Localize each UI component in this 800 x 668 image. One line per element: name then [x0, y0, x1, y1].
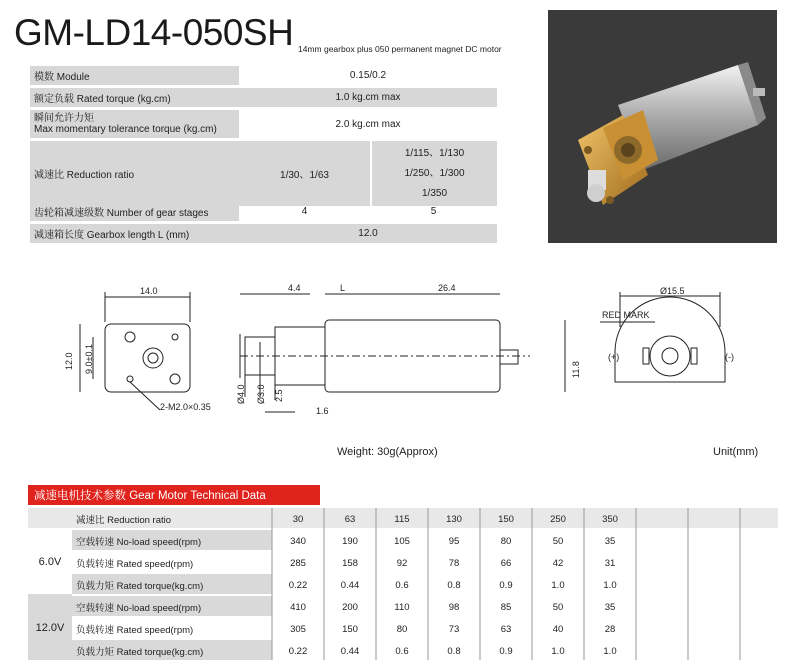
- tech-cell: 0.44: [340, 645, 360, 657]
- dim-44: 4.4: [288, 283, 301, 293]
- spec-row-length: [30, 224, 497, 243]
- product-subtitle: 14mm gearbox plus 050 permanent magnet DC motor: [298, 44, 502, 54]
- spec-value: 0.15/0.2: [349, 70, 387, 81]
- spec-value: 2.0 kg.cm max: [335, 118, 401, 130]
- tech-cell: 1.0: [551, 579, 565, 591]
- tech-cell: 66: [500, 557, 512, 569]
- tech-cell: 350: [602, 513, 618, 525]
- spec-value: 4: [301, 206, 308, 217]
- tech-cell: 30: [292, 513, 304, 525]
- tech-cell: 31: [604, 557, 616, 569]
- dim-L: L: [340, 283, 346, 293]
- ratio-b3: 1/350: [421, 187, 448, 199]
- tech-cell: 80: [500, 535, 512, 547]
- tech-cell: 95: [448, 535, 460, 547]
- tech-cell: 250: [550, 513, 566, 525]
- dim-16: 1.6: [316, 406, 329, 416]
- tech-cell: 158: [342, 557, 358, 569]
- tech-cell: 190: [342, 535, 358, 547]
- dim-9: 9.0±0.1: [84, 344, 94, 374]
- tech-cell: 130: [446, 513, 462, 525]
- tech-row-12v-noload: [28, 596, 636, 618]
- plus-terminal: (+): [608, 352, 620, 362]
- weight-label: Weight: 30g(Approx): [337, 446, 438, 458]
- spec-row-ratio: [30, 141, 497, 206]
- tech-cell: 150: [498, 513, 514, 525]
- tech-cell: 0.6: [395, 645, 409, 657]
- spec-value: 12.0: [239, 224, 497, 243]
- tech-cell: 85: [500, 601, 512, 613]
- spec-label: 减速比 Reduction ratio: [30, 141, 239, 206]
- ratio-b2: 1/250、1/300: [404, 167, 465, 179]
- tech-cell: 1.0: [551, 645, 565, 657]
- spec-row-module: [30, 66, 497, 85]
- tech-cell: 35: [604, 535, 616, 547]
- tech-row-6v-noload: [28, 530, 636, 552]
- gear-motor-image: [548, 10, 777, 243]
- tech-row-12v-torque: [28, 640, 636, 662]
- tech-cell: 73: [448, 623, 460, 635]
- dim-118: 11.8: [571, 361, 581, 378]
- tech-cell: 1.0: [603, 645, 617, 657]
- tech-cell: 0.8: [447, 645, 461, 657]
- tech-label: 负载力矩 Rated torque(kg.cm): [76, 647, 204, 658]
- tech-cell: 63: [344, 513, 356, 525]
- spec-label-en: Max momentary tolerance torque (kg.cm): [34, 124, 217, 135]
- dim-phi3: Ø3.0: [256, 384, 266, 404]
- dim-12: 12.0: [64, 352, 74, 370]
- tech-row-6v-rated: [28, 552, 636, 574]
- spec-label: 模数 Module: [30, 66, 239, 85]
- tech-cell: 98: [448, 601, 460, 613]
- tech-cell: 0.8: [447, 579, 461, 591]
- tech-cell: 0.22: [288, 645, 308, 657]
- tech-row-12v-rated: [28, 618, 636, 640]
- tech-cell: 0.6: [395, 579, 409, 591]
- spec-row-rated-torque: [30, 88, 497, 107]
- tech-cell: 0.9: [499, 579, 513, 591]
- spec-value: [370, 141, 497, 206]
- spec-row-stages: [30, 202, 497, 221]
- spec-value: 1/30、1/63: [239, 141, 370, 206]
- spec-label: [30, 110, 239, 138]
- dim-264: 26.4: [438, 283, 456, 293]
- dim-25: 2.5: [274, 389, 284, 402]
- tech-label: 负载力矩 Rated torque(kg.cm): [76, 581, 204, 592]
- spec-label: 减速箱长度 Gearbox length L (mm): [30, 224, 239, 243]
- tech-cell: 200: [342, 601, 358, 613]
- tech-cell: 78: [448, 557, 460, 569]
- spec-value: 5: [430, 206, 437, 217]
- ratio-b1: 1/115、1/130: [404, 147, 465, 159]
- spec-label: 齿轮箱减速级数 Number of gear stages: [30, 202, 239, 221]
- tech-cell: 40: [552, 623, 564, 635]
- tech-cell: 0.22: [288, 579, 308, 591]
- tech-cell: 110: [394, 601, 410, 613]
- tech-cell: 1.0: [603, 579, 617, 591]
- tech-cell: 42: [552, 557, 564, 569]
- tech-cell: 0.44: [340, 579, 360, 591]
- tech-cell: 35: [604, 601, 616, 613]
- spec-label-cn: 瞬间允许力矩: [34, 113, 94, 124]
- dim-14: 14.0: [140, 286, 158, 296]
- product-title: GM-LD14-050SH: [14, 12, 294, 53]
- tech-cell: 92: [396, 557, 408, 569]
- spec-value: 1.0 kg.cm max: [239, 88, 497, 107]
- tech-row-6v-torque: [28, 574, 636, 596]
- tech-cell: 285: [290, 557, 306, 569]
- tech-row-ratio: [28, 508, 636, 530]
- tech-cell: 0.9: [499, 645, 513, 657]
- tech-label: 减速比 Reduction ratio: [76, 515, 172, 526]
- minus-terminal: (-): [725, 352, 734, 362]
- tech-cell: 50: [552, 601, 564, 613]
- spec-row-max-torque: [30, 110, 497, 138]
- tech-label: 负载转速 Rated speed(rpm): [76, 625, 194, 636]
- tech-label: 空载转速 No-load speed(rpm): [76, 603, 202, 614]
- tech-cell: 80: [396, 623, 408, 635]
- tech-cell: 28: [604, 623, 616, 635]
- tech-cell: 340: [290, 535, 306, 547]
- red-mark-label: RED MARK: [602, 310, 650, 320]
- tech-table-heading: 减速电机技术参数 Gear Motor Technical Data: [28, 485, 320, 505]
- spec-label: 额定负载 Rated torque (kg.cm): [30, 88, 239, 107]
- tech-cell: 50: [552, 535, 564, 547]
- tech-cell: 105: [394, 535, 410, 547]
- tech-cell: 115: [394, 513, 410, 525]
- tech-cell: 150: [342, 623, 358, 635]
- voltage-12v: 12.0V: [35, 622, 65, 634]
- unit-label: Unit(mm): [713, 446, 759, 458]
- product-photo: [548, 10, 777, 243]
- tech-label: 负载转速 Rated speed(rpm): [76, 559, 194, 570]
- tech-label: 空载转速 No-load speed(rpm): [76, 537, 202, 548]
- dim-phi155: Ø15.5: [660, 286, 685, 296]
- tech-cell: 410: [290, 601, 306, 613]
- voltage-6v: 6.0V: [38, 556, 62, 568]
- technical-drawing: [60, 282, 770, 442]
- tech-cell: 305: [290, 623, 306, 635]
- dim-phi4: Ø4.0: [236, 384, 246, 404]
- dim-holes: 2-M2.0×0.35: [160, 402, 211, 412]
- tech-cell: 63: [500, 623, 512, 635]
